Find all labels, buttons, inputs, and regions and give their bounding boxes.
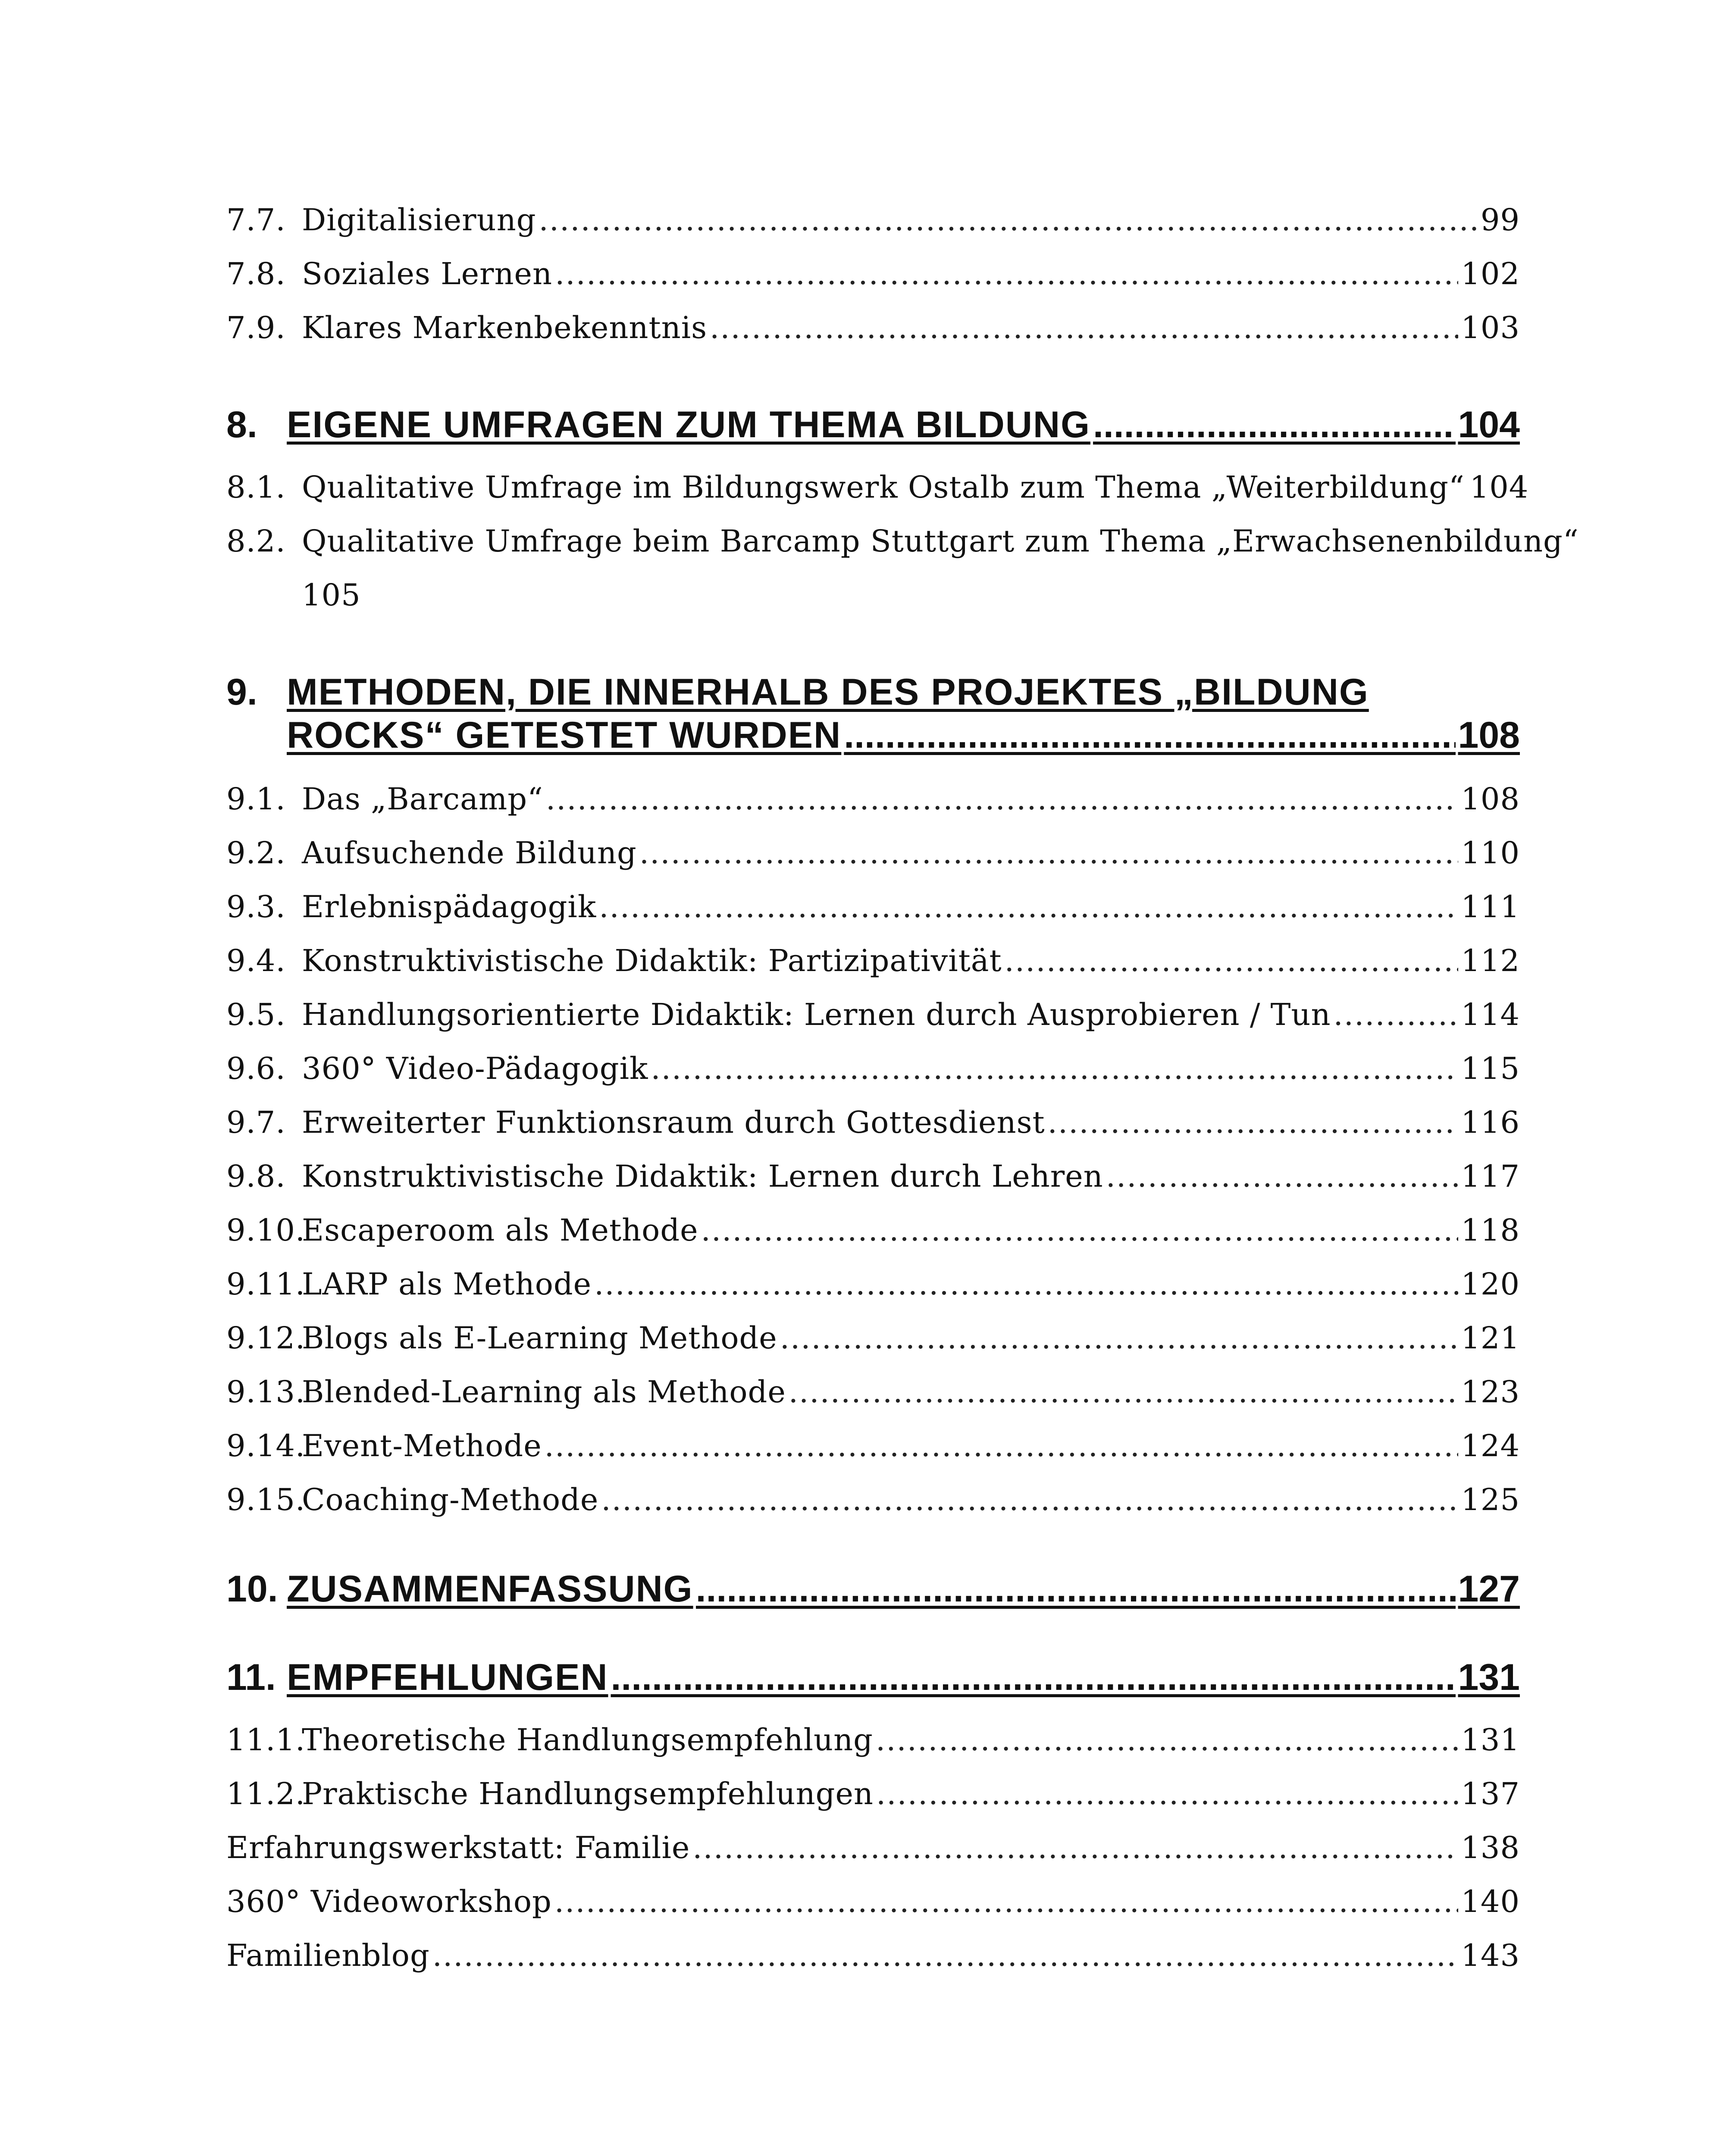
chapter-title-line-2-text: ROCKS“ GETESTET WURDEN: [287, 714, 842, 756]
dot-leader: [710, 308, 1458, 347]
toc-entry-number: 9.5.: [226, 997, 286, 1032]
dot-leader: [601, 1480, 1458, 1519]
chapter-number: 11.: [226, 1657, 276, 1698]
dot-leader: [692, 1828, 1458, 1867]
chapter-page: 108: [1458, 714, 1520, 756]
chapter-title: EMPFEHLUNGEN: [287, 1657, 608, 1698]
chapter-title: EIGENE UMFRAGEN ZUM THEMA BILDUNG: [287, 404, 1090, 445]
dot-leader: [594, 1265, 1458, 1304]
chapter-title-line: [287, 1656, 1520, 1699]
toc-entry-page: 104: [1469, 470, 1529, 505]
dot-leader: [844, 714, 1455, 757]
toc-entry-title: Konstruktivistische Didaktik: Partizipativität: [302, 943, 1002, 978]
toc-entry-title: Qualitative Umfrage beim Barcamp Stuttgart zum Thema „Erwachsenenbildung“: [302, 523, 1579, 559]
toc-entry-title: 360° Video-Pädagogik: [302, 1051, 648, 1086]
toc-entry[interactable]: [226, 522, 1579, 561]
chapter-number: 9.: [226, 671, 257, 713]
toc-entry[interactable]: [226, 834, 1520, 872]
dot-leader: [701, 1211, 1459, 1250]
toc-entry-page: 143: [1461, 1938, 1520, 1973]
toc-entry-title: Qualitative Umfrage im Bildungswerk Ostalb zum Thema „Weiterbildung“: [302, 470, 1465, 505]
toc-entry-title: Das „Barcamp“: [302, 781, 543, 817]
toc-entry-page: 138: [1461, 1830, 1520, 1865]
toc-entry-number: 9.13.: [226, 1374, 306, 1410]
toc-entry-number: 9.4.: [226, 943, 286, 978]
dot-leader: [539, 201, 1478, 239]
toc-entry-page: 110: [1461, 835, 1520, 871]
toc-entry[interactable]: [226, 1103, 1520, 1142]
dot-leader: [554, 1882, 1459, 1921]
chapter-number: 10.: [226, 1568, 278, 1610]
toc-entry-title: Erlebnispädagogik: [302, 889, 597, 924]
dot-leader: [432, 1936, 1459, 1975]
dot-leader: [651, 1049, 1458, 1088]
dot-leader: [1106, 1157, 1459, 1196]
toc-entry-title: Erfahrungswerkstatt: Familie: [226, 1830, 690, 1865]
toc-entry[interactable]: [226, 1480, 1520, 1519]
chapter-title-line: [287, 403, 1520, 446]
chapter-heading[interactable]: [226, 671, 1520, 757]
chapter-number: 8.: [226, 404, 257, 445]
dot-leader: [780, 1319, 1459, 1357]
toc-entry-page: 102: [1461, 256, 1520, 291]
toc-entry-page: 131: [1461, 1722, 1520, 1758]
toc-entry[interactable]: [226, 468, 1529, 507]
toc-entry-number: 7.7.: [226, 202, 286, 238]
toc-entry-title: Erweiterter Funktionsraum durch Gottesdienst: [302, 1105, 1045, 1140]
toc-entry-page: 117: [1461, 1159, 1520, 1194]
dot-leader: [546, 780, 1459, 818]
dot-leader: [876, 1720, 1458, 1759]
toc-entry[interactable]: [226, 1157, 1520, 1196]
toc-entry[interactable]: [226, 1774, 1520, 1813]
toc-entry[interactable]: [226, 1426, 1520, 1465]
dot-leader: [611, 1656, 1455, 1699]
toc-entry-title: Familienblog: [226, 1938, 430, 1973]
toc-entry-title: Praktische Handlungsempfehlungen: [302, 1776, 874, 1811]
toc-entry[interactable]: [226, 1319, 1520, 1357]
toc-entry-title: Konstruktivistische Didaktik: Lernen durch Lehren: [302, 1159, 1103, 1194]
toc-entry-title: Aufsuchende Bildung: [302, 835, 637, 871]
toc-entry-page: 118: [1461, 1213, 1520, 1248]
toc-entry[interactable]: [226, 1265, 1520, 1304]
toc-entry-page: 115: [1461, 1051, 1520, 1086]
toc-entry-page: 120: [1461, 1266, 1520, 1302]
toc-entry[interactable]: [226, 1049, 1520, 1088]
toc-entry-number: 9.12.: [226, 1320, 306, 1356]
toc-entry-page: 108: [1461, 781, 1520, 817]
toc-entry-page: 105: [302, 577, 361, 613]
toc-entry-title: Klares Markenbekenntnis: [302, 310, 708, 345]
toc-entry-page: 103: [1461, 310, 1520, 345]
dot-leader: [876, 1774, 1458, 1813]
toc-entry[interactable]: [226, 254, 1520, 293]
toc-entry-page: 123: [1461, 1374, 1520, 1410]
dot-leader: [1093, 403, 1456, 446]
toc-entry-title: Soziales Lernen: [302, 256, 553, 291]
chapter-page: 127: [1458, 1568, 1520, 1610]
toc-entry-page: 99: [1480, 202, 1520, 238]
toc-entry-number: 9.8.: [226, 1159, 286, 1194]
toc-entry-title: Escaperoom als Methode: [302, 1213, 698, 1248]
toc-entry-number: 9.3.: [226, 889, 286, 924]
toc-entry-page: 121: [1461, 1320, 1520, 1356]
toc-entry-number: 9.6.: [226, 1051, 286, 1086]
chapter-title-block: [287, 671, 1520, 757]
toc-entry-number: 9.1.: [226, 781, 286, 817]
toc-entry-title: Event-Methode: [302, 1428, 542, 1463]
toc-entry-title: LARP als Methode: [302, 1266, 592, 1302]
toc-entry-number: 11.2.: [226, 1776, 306, 1811]
dot-leader: [639, 834, 1459, 872]
toc-entry[interactable]: [226, 941, 1520, 980]
chapter-title-line: [287, 1567, 1520, 1611]
toc-entry-page: 124: [1461, 1428, 1520, 1463]
toc-entry-page: 111: [1461, 889, 1520, 924]
chapter-page: 131: [1458, 1657, 1520, 1698]
toc-entry-number: 9.7.: [226, 1105, 286, 1140]
toc-entry[interactable]: [226, 308, 1520, 347]
toc-entry[interactable]: [226, 1373, 1520, 1411]
chapter-title: ZUSAMMENFASSUNG: [287, 1568, 693, 1610]
toc-entry[interactable]: [226, 1882, 1520, 1921]
toc-entry-title: 360° Videoworkshop: [226, 1884, 552, 1919]
toc-entry-title: Digitalisierung: [302, 202, 536, 238]
toc-entry-number: 9.15.: [226, 1482, 306, 1517]
dot-leader: [1334, 995, 1459, 1034]
toc-entry-number: 9.10.: [226, 1213, 306, 1248]
toc-entry-number: 8.2.: [226, 523, 286, 559]
toc-entry-number: 9.2.: [226, 835, 286, 871]
toc-entry-number: 9.11.: [226, 1266, 306, 1302]
toc-entry[interactable]: [226, 1211, 1520, 1250]
toc-entry-page: 114: [1461, 997, 1520, 1032]
chapter-title-line-1: METHODEN, DIE INNERHALB DES PROJEKTES „BILDUNG: [287, 671, 1369, 713]
toc-entry[interactable]: [226, 1936, 1520, 1975]
toc-entry[interactable]: [226, 1720, 1520, 1759]
chapter-title-line-2: [287, 714, 1520, 757]
toc-entry-page: 125: [1461, 1482, 1520, 1517]
toc-entry-page: 112: [1461, 943, 1520, 978]
toc-entry-page: 116: [1461, 1105, 1520, 1140]
toc-entry-number: 8.1.: [226, 470, 286, 505]
toc-entry-title: Handlungsorientierte Didaktik: Lernen durch Ausprobieren / Tun: [302, 997, 1331, 1032]
dot-leader: [789, 1373, 1459, 1411]
toc-entry[interactable]: [226, 780, 1520, 818]
chapter-heading[interactable]: [226, 1656, 1520, 1699]
toc-entry-title: Blogs als E-Learning Methode: [302, 1320, 777, 1356]
toc-entry-number: 9.14.: [226, 1428, 306, 1463]
toc-entry[interactable]: [226, 995, 1520, 1034]
chapter-heading[interactable]: [226, 1567, 1520, 1611]
toc-entry-number: 7.8.: [226, 256, 286, 291]
toc-entry[interactable]: [226, 887, 1520, 926]
toc-entry-title: Theoretische Handlungsempfehlung: [302, 1722, 873, 1758]
dot-leader: [696, 1567, 1456, 1611]
toc-entry-title: Coaching-Methode: [302, 1482, 599, 1517]
toc-entry[interactable]: [226, 1828, 1520, 1867]
toc-entry-title: Blended-Learning als Methode: [302, 1374, 786, 1410]
toc-entry-page: 140: [1461, 1884, 1520, 1919]
toc-entry-number: 11.1.: [226, 1722, 306, 1758]
dot-leader: [599, 887, 1458, 926]
dot-leader: [555, 254, 1458, 293]
toc-entry-number: 7.9.: [226, 310, 286, 345]
dot-leader: [1048, 1103, 1459, 1142]
dot-leader: [1005, 941, 1459, 980]
dot-leader: [545, 1426, 1459, 1465]
toc-entry[interactable]: [226, 201, 1520, 239]
toc-entry-page: 137: [1461, 1776, 1520, 1811]
chapter-page: 104: [1458, 404, 1520, 445]
chapter-heading[interactable]: [226, 403, 1520, 446]
